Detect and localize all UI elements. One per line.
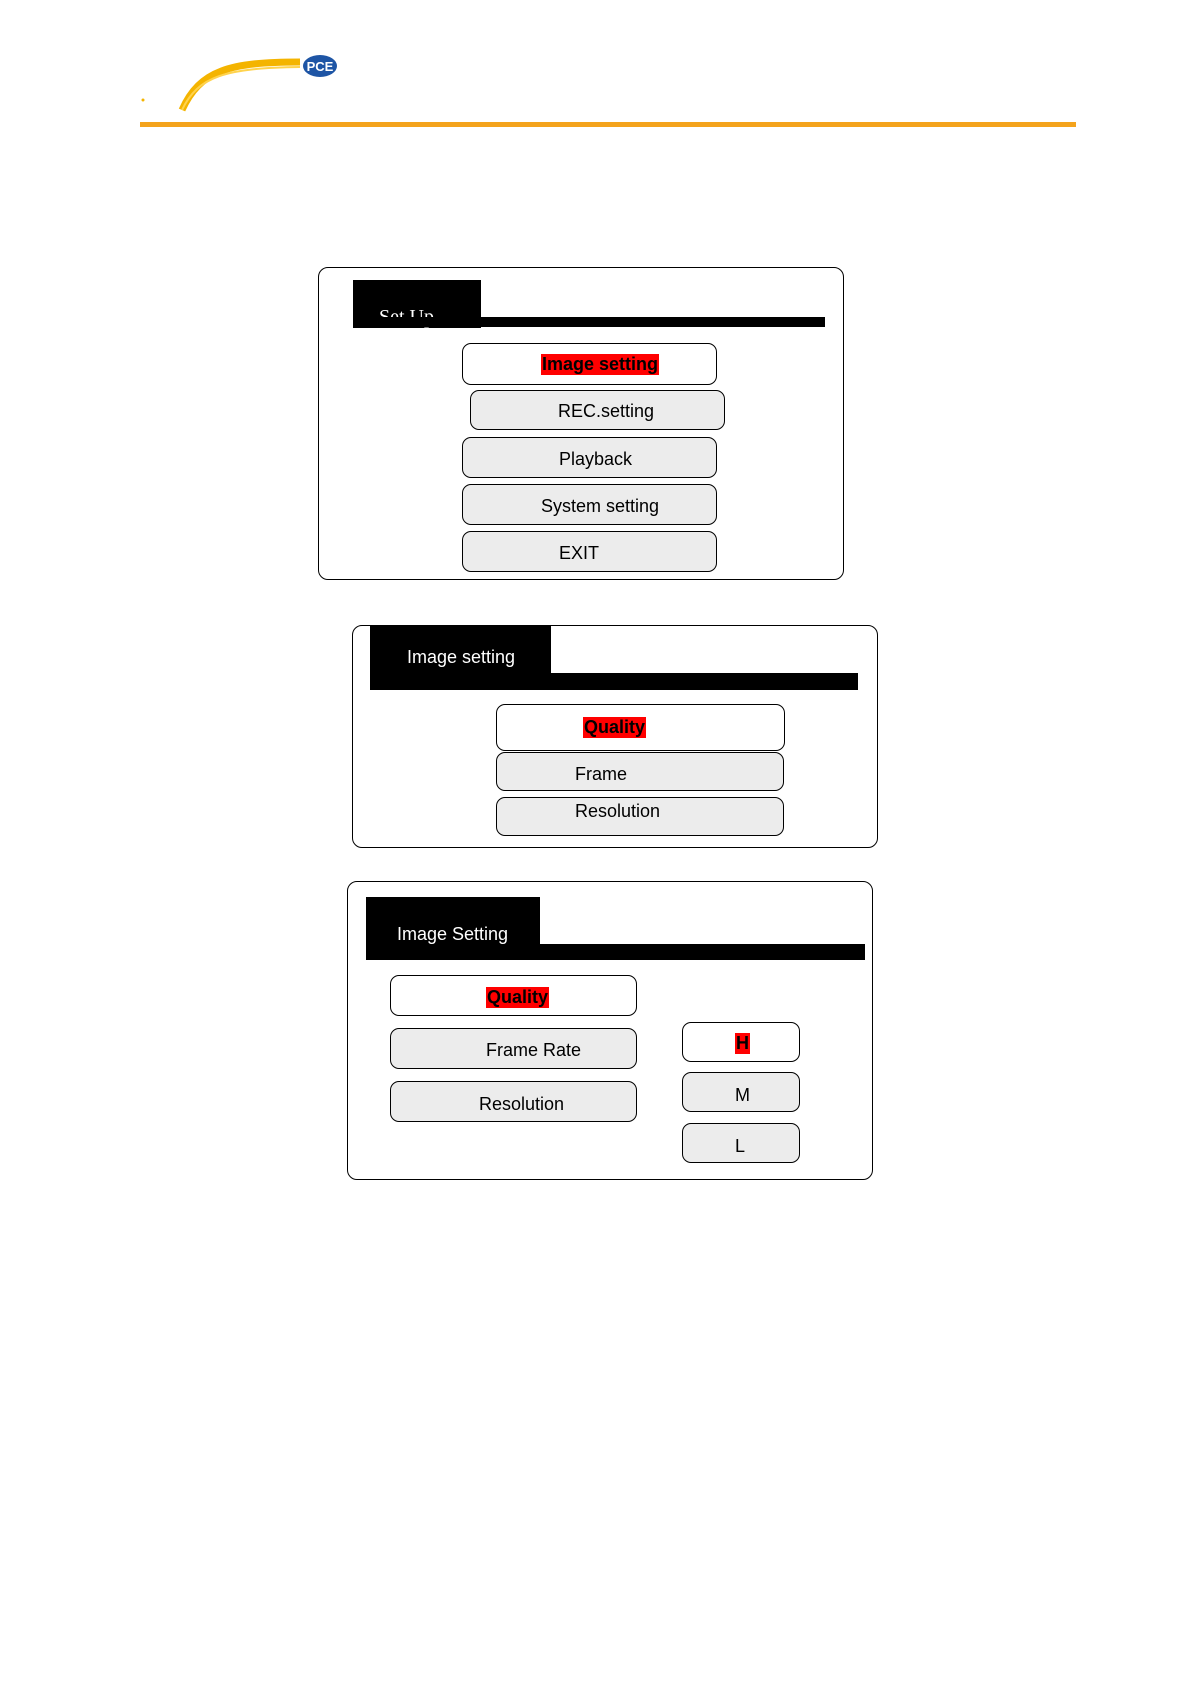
quality-item-label: Quality: [487, 987, 549, 1007]
image-setting-item-resolution[interactable]: [496, 797, 784, 836]
quality-item-frame-rate[interactable]: [390, 1028, 637, 1069]
header-rule: [140, 122, 1076, 127]
pce-logo-text: PCE: [306, 59, 334, 74]
quality-option-label: L: [735, 1136, 746, 1156]
quality-option-label: H: [736, 1033, 749, 1053]
quality-item-quality[interactable]: [390, 975, 637, 1016]
image-setting-panel: [352, 625, 878, 848]
setup-item-label: REC.setting: [558, 401, 655, 421]
quality-option-h[interactable]: [682, 1022, 800, 1062]
quality-option-l[interactable]: [682, 1123, 800, 1163]
setup-item-label: Image setting: [542, 354, 659, 374]
setup-item-label: System setting: [541, 496, 660, 516]
image-setting-item-label: Frame: [575, 764, 628, 784]
setup-menu-title-bar: [353, 317, 825, 327]
quality-item-label: Resolution: [479, 1094, 565, 1114]
quality-option-label: M: [735, 1085, 750, 1105]
quality-item-resolution[interactable]: [390, 1081, 637, 1122]
quality-option-m[interactable]: [682, 1072, 800, 1112]
setup-item-label: EXIT: [559, 543, 600, 563]
setup-item-label: Playback: [559, 449, 633, 469]
image-setting-title: Image setting: [407, 647, 516, 667]
image-setting-quality-panel: [347, 881, 873, 1180]
setup-item-system-setting[interactable]: [462, 484, 717, 525]
setup-item-rec-setting[interactable]: [470, 390, 725, 430]
quality-item-label: Frame Rate: [486, 1040, 582, 1060]
pce-logo: [140, 50, 350, 112]
setup-item-playback[interactable]: [462, 437, 717, 478]
setup-item-exit[interactable]: [462, 531, 717, 572]
setup-menu-panel: [318, 267, 844, 580]
image-setting-quality-title: Image Setting: [397, 924, 509, 944]
image-setting-item-frame[interactable]: [496, 752, 784, 791]
setup-item-image-setting[interactable]: [462, 343, 717, 385]
image-setting-item-quality[interactable]: [496, 704, 785, 751]
image-setting-item-label: Resolution: [575, 801, 661, 821]
image-setting-item-label: Quality: [584, 717, 646, 737]
image-setting-title-bar: [370, 673, 858, 690]
image-setting-quality-title-bar: [366, 944, 865, 960]
